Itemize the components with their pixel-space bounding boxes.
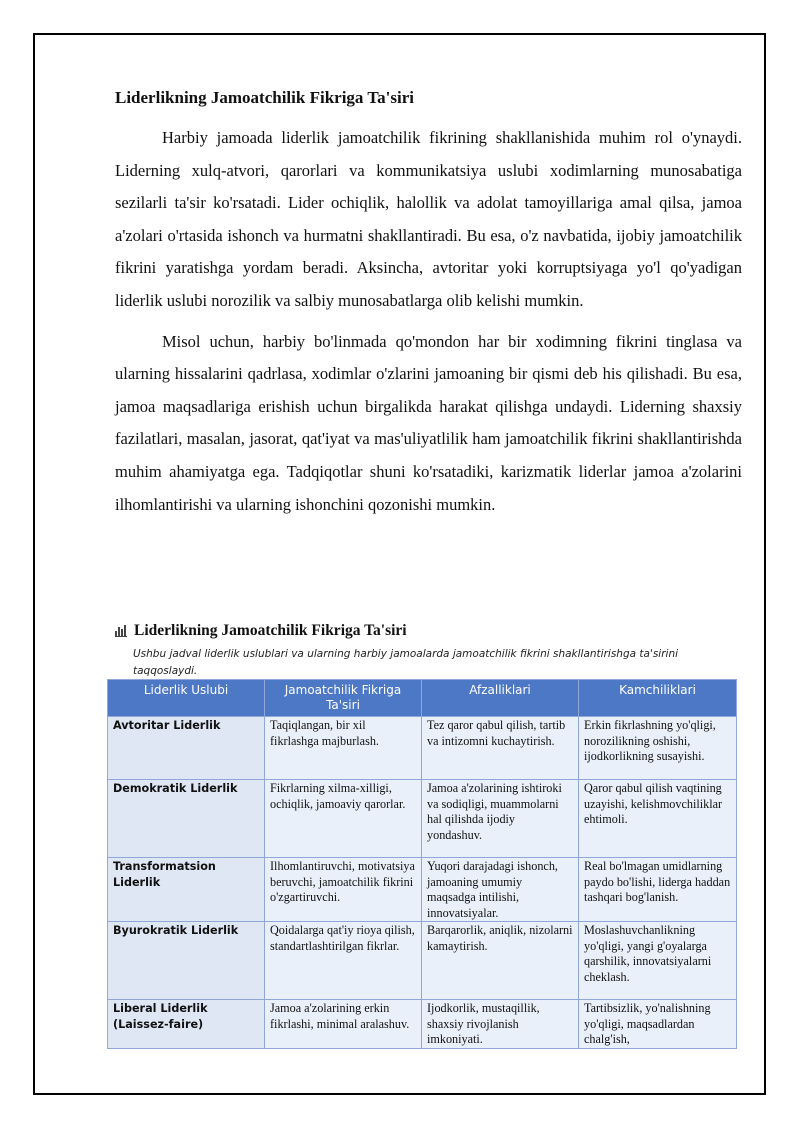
paragraph: Misol uchun, harbiy bo'linmada qo'mondon har bir xodimning fikrini tinglasa va ularning hissalarini qadrlasa, xodimlar o'zlarini jamoaning bir qismi deb his qilishadi. Bu esa, jamoa maqsadlariga erishish uchun birgalikda harakat qilishga undaydi. Liderning shaxsiy fazilatlari, masalan, jasorat, qat'iyat va mas'uliyatlilik ham jamoatchilik fikrini shakllantirishda muhim ahamiyatga ega. Tadqiqotlar shuni ko'rsatadiki, karizmatik liderlar jamoa a'zolarini ilhomlantirishi va ularning ishonchini qozonishi mumkin. — [115, 331, 742, 514]
table-row — [108, 780, 737, 858]
table-cell: Ilhomlantiruvchi, motivatsiya beruvchi, jamoatchilik fikrini o'zgartiruvchi. — [265, 858, 422, 922]
table-row — [108, 1000, 737, 1049]
column-header: Liderlik Uslubi — [108, 680, 265, 717]
table-cell: Moslashuvchanlikning yo'qligi, yangi g'oyalarga qarshilik, innovatsiyalarni cheklash. — [579, 922, 737, 1000]
table-cell: Liberal Liderlik (Laissez-faire) — [108, 1000, 265, 1049]
table-cell: Jamoa a'zolarining ishtiroki va sodiqligi, muammolarni hal qilishda ijodiy yondashuv. — [422, 780, 579, 858]
table-heading — [115, 622, 742, 640]
table-header-block — [115, 603, 742, 680]
column-header: Jamoatchilik Fikriga Ta'siri — [265, 680, 422, 717]
table-cell: Demokratik Liderlik — [108, 780, 265, 858]
table-cell: Transformatsion Liderlik — [108, 858, 265, 922]
table-row — [108, 858, 737, 922]
table-cell: Erkin fikrlashning yo'qligi, norozilikning oshishi, ijodkorlikning susayishi. — [579, 717, 737, 780]
column-header: Kamchiliklari — [579, 680, 737, 717]
table-cell: Barqarorlik, aniqlik, nizolarni kamaytirish. — [422, 922, 579, 1000]
comparison-table — [107, 679, 737, 1049]
table-cell: Real bo'lmagan umidlarning paydo bo'lishi, liderga haddan tashqari bog'lanish. — [579, 858, 737, 922]
table-cell: Taqiqlangan, bir xil fikrlashga majburlash. — [265, 717, 422, 780]
table-cell: Yuqori darajadagi ishonch, jamoaning umumiy maqsadga intilishi, innovatsiyalar. — [422, 858, 579, 922]
table-cell: Fikrlarning xilma-xilligi, ochiqlik, jamoaviy qarorlar. — [265, 780, 422, 858]
section-title: Liderlikning Jamoatchilik Fikriga Ta'siri — [115, 88, 414, 107]
table-heading-text: Liderlikning Jamoatchilik Fikriga Ta'siri — [134, 622, 407, 639]
column-header: Afzalliklari — [422, 680, 579, 717]
table-cell: Jamoa a'zolarining erkin fikrlashi, minimal aralashuv. — [265, 1000, 422, 1049]
table-cell: Tartibsizlik, yo'nalishning yo'qligi, maqsadlardan chalg'ish, — [579, 1000, 737, 1049]
table-row — [108, 717, 737, 780]
table-cell: Qaror qabul qilish vaqtining uzayishi, kelishmovchiliklar ehtimoli. — [579, 780, 737, 858]
table-cell: Byurokratik Liderlik — [108, 922, 265, 1000]
bar-chart-icon — [115, 625, 127, 637]
table-cell: Qoidalarga qat'iy rioya qilish, standartlashtirilgan fikrlar. — [265, 922, 422, 1000]
table-caption: Ushbu jadval liderlik uslublari va ularning harbiy jamoalarda jamoatchilik fikrini shakllantirishga ta'sirini taqqoslaydi. — [133, 648, 679, 677]
paragraph: Harbiy jamoada liderlik jamoatchilik fikrining shakllanishida muhim rol o'ynaydi. Liderning xulq-atvori, qarorlari va kommunikatsiya uslubi xodimlarning munosabatiga sezilarli ta'sir ko'rsatadi. Lider ochiqlik, halollik va adolat tamoyillariga amal qilsa, jamoa a'zolari o'rtasida ishonch va hurmatni shakllantiradi. Bu esa, o'z navbatida, ijobiy jamoatchilik fikrini yaratishga yordam beradi. Aksincha, avtoritar yoki korruptsiyaga yo'l qo'yadigan liderlik uslubi norozilik va salbiy munosabatlarga olib kelishi mumkin. — [115, 128, 742, 310]
table-cell: Avtoritar Liderlik — [108, 717, 265, 780]
table-cell: Ijodkorlik, mustaqillik, shaxsiy rivojlanish imkoniyati. — [422, 1000, 579, 1049]
document-body — [115, 88, 742, 529]
table-cell: Tez qaror qabul qilish, tartib va intizomni kuchaytirish. — [422, 717, 579, 780]
table-header-row — [108, 680, 737, 717]
table-row — [108, 922, 737, 1000]
